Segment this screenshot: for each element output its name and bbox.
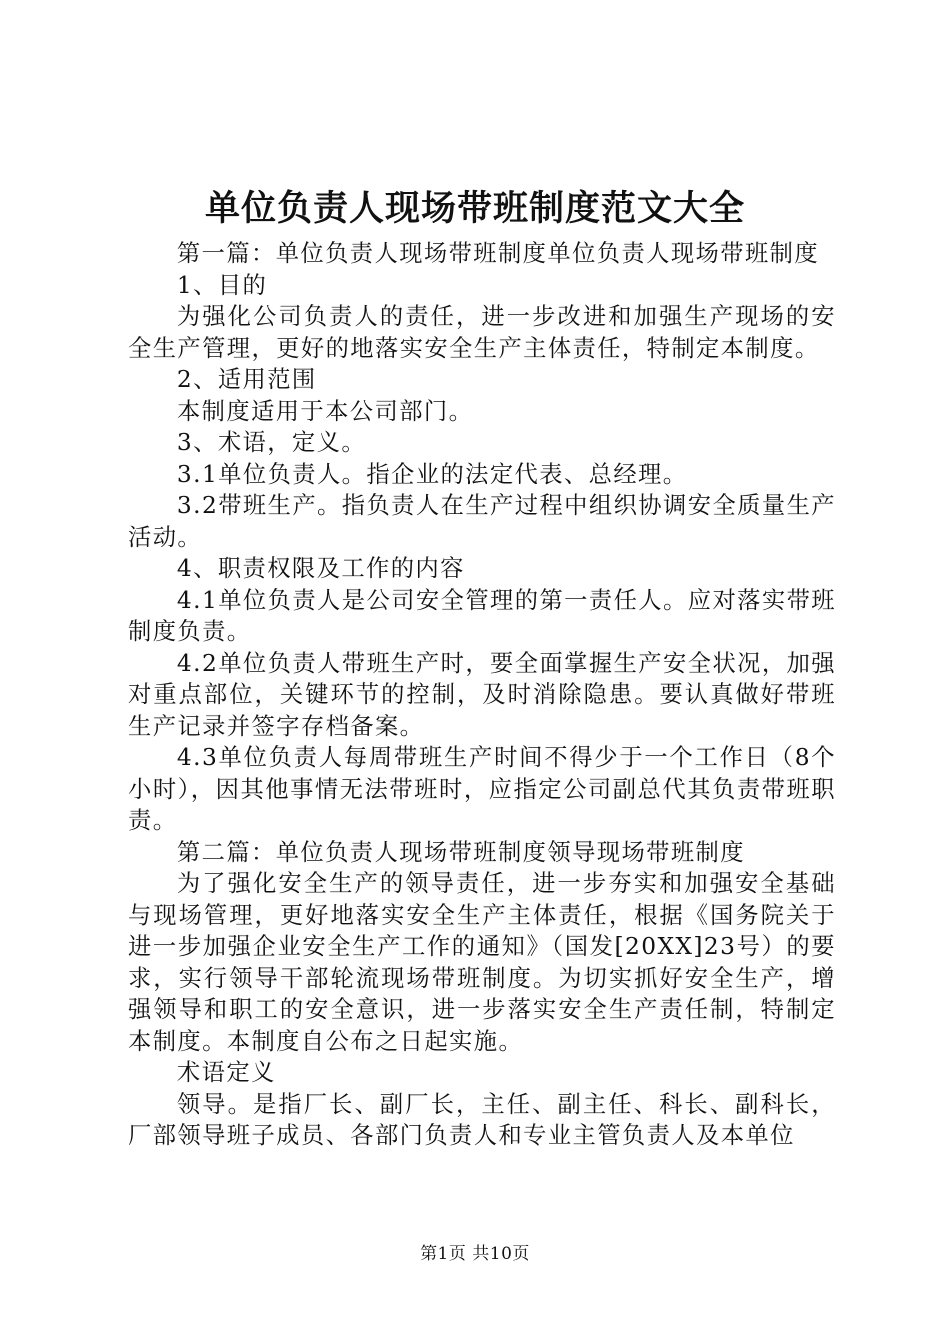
paragraph-section-duties: 4、职责权限及工作的内容: [176, 555, 465, 582]
paragraph-part2-heading: 第二篇：单位负责人现场带班制度领导现场带班制度: [176, 838, 745, 866]
paragraph-purpose-text: 为强化公司负责人的责任，进一步改进和加强生产现场的安全生产管理，更好的地落实安全生产主体责任，特制定本制度。: [128, 303, 836, 362]
page-number-footer: 第1页 共10页: [420, 1244, 530, 1264]
paragraph-part2-intro: 为了强化安全生产的领导责任，进一步夯实和加强安全基础与现场管理，更好地落实安全生产主体责任，根据《国务院关于进一步加强企业安全生产工作的通知》（国发[20XX]23号）的要求，实行领导干部轮流现场带班制度。为切实抓好安全生产，增强领导和职工的安全意识，进一步落实安全生产责任制，特制定本制度。本制度自公布之日起实施。: [128, 870, 836, 1055]
paragraph-scope-text: 本制度适用于本公司部门。: [176, 397, 474, 425]
paragraph-term-3-2: 3.2带班生产。指负责人在生产过程中组织协调安全质量生产活动。: [128, 492, 836, 551]
paragraph-section-purpose: 1、目的: [176, 271, 268, 299]
paragraph-duty-4-2: 4.2单位负责人带班生产时，要全面掌握生产安全状况，加强对重点部位，关键环节的控制，及时消除隐患。要认真做好带班生产记录并签字存档备案。: [128, 649, 836, 740]
paragraph-section-terms: 3、术语，定义。: [176, 429, 367, 456]
document-title: 单位负责人现场带班制度范文大全: [204, 188, 745, 229]
paragraph-term-definition-heading: 术语定义: [176, 1059, 276, 1086]
paragraph-duty-4-1: 4.1单位负责人是公司安全管理的第一责任人。应对落实带班制度负责。: [128, 586, 836, 645]
paragraph-leader-definition: 领导。是指厂长、副厂长，主任、副主任、科长、副科长，厂部领导班子成员、各部门负责人和专业主管负责人及本单位: [128, 1090, 836, 1149]
paragraph-section-scope: 2、适用范围: [176, 366, 317, 393]
paragraph-duty-4-3: 4.3单位负责人每周带班生产时间不得少于一个工作日（8个小时），因其他事情无法带班时，应指定公司副总代其负责带班职责。: [128, 744, 836, 834]
paragraph-part1-heading: 第一篇：单位负责人现场带班制度单位负责人现场带班制度: [176, 240, 820, 267]
document-body: [128, 238, 836, 1152]
paragraph-term-3-1: 3.1单位负责人。指企业的法定代表、总经理。: [176, 460, 688, 488]
